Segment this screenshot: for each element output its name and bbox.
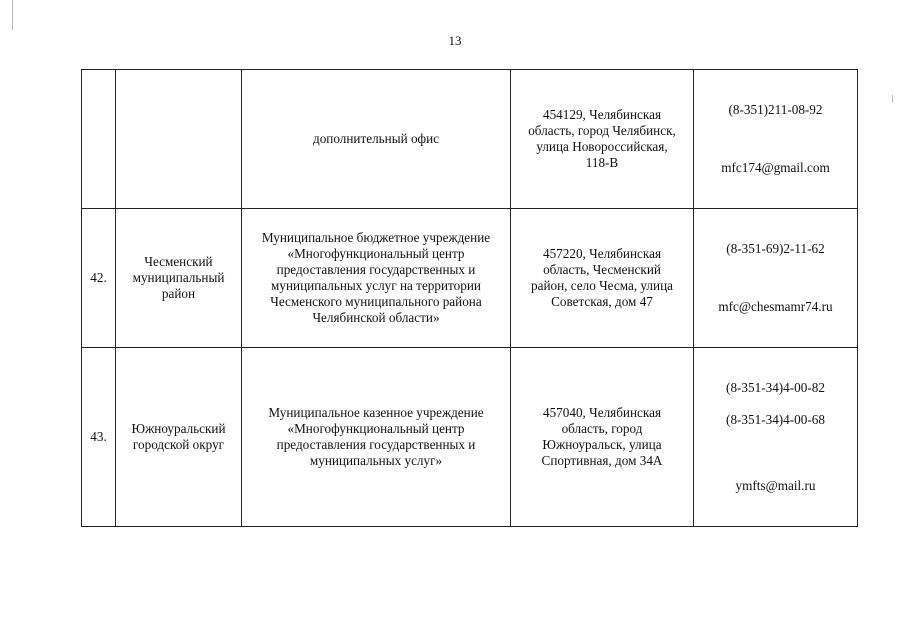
district-cell: Южноуральский городской округ <box>116 348 242 527</box>
address-cell: 457040, Челябинская область, город Южноуральск, улица Спортивная, дом 34А <box>511 348 694 527</box>
contacts-cell <box>694 209 858 348</box>
contacts-cell <box>694 70 858 209</box>
phone-text: (8-351-69)2-11-62 <box>726 241 825 256</box>
scan-edge-mark <box>892 95 893 103</box>
address-cell: 454129, Челябинская область, город Челябинск, улица Новороссийская, 118-В <box>511 70 694 209</box>
phone-text: (8-351-34)4-00-82 <box>726 380 825 395</box>
organization-cell: дополнительный офис <box>242 70 511 209</box>
phone-text: (8-351-34)4-00-68 <box>726 412 825 427</box>
organization-cell: Муниципальное бюджетное учреждение «Многофункциональный центр предоставления государственных и муниципальных услуг на территории Чесменского муниципального района Челябинской области» <box>242 209 511 348</box>
mfc-registry-table <box>81 69 858 527</box>
district-cell: Чесменский муниципальный район <box>116 209 242 348</box>
address-cell: 457220, Челябинская область, Чесменский район, село Чесма, улица Советская, дом 47 <box>511 209 694 348</box>
email-text: mfc@chesmamr74.ru <box>718 299 833 314</box>
row-number-cell: 42. <box>82 209 116 348</box>
email-text: ymfts@mail.ru <box>735 478 816 493</box>
organization-cell: Муниципальное казенное учреждение «Многофункциональный центр предоставления государственных и муниципальных услуг» <box>242 348 511 527</box>
table-row <box>82 348 858 527</box>
scan-edge-mark <box>12 0 13 30</box>
email-text: mfc174@gmail.com <box>721 160 830 175</box>
row-number-cell: 43. <box>82 348 116 527</box>
table-row <box>82 70 858 209</box>
contacts-cell <box>694 348 858 527</box>
phone-text: (8-351)211-08-92 <box>728 102 823 117</box>
page-number: 13 <box>448 33 462 48</box>
row-number-cell <box>82 70 116 209</box>
district-cell <box>116 70 242 209</box>
table-row <box>82 209 858 348</box>
